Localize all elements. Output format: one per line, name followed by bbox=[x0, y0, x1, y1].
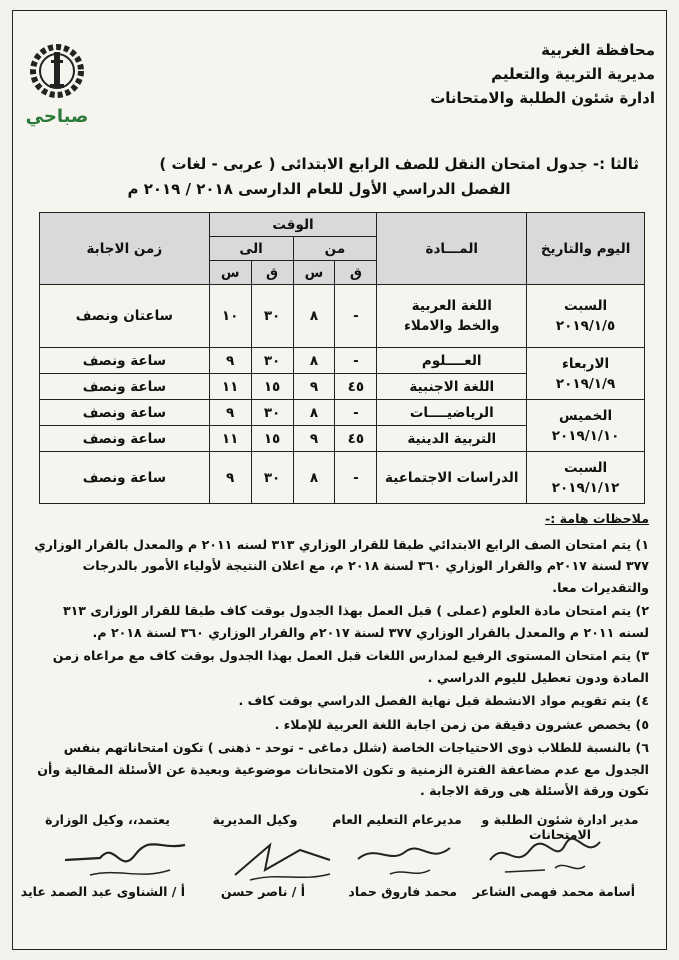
governorate: محافظة الغربية bbox=[541, 41, 655, 59]
header-subject: المـــادة bbox=[377, 213, 527, 285]
date: ٢٠١٩/١/١٠ bbox=[551, 427, 620, 444]
duration: ساعة ونصف bbox=[40, 374, 210, 400]
signature-role: يعتمد،، وكيل الوزارة bbox=[45, 812, 170, 827]
to-minute: ٣٠ bbox=[251, 285, 293, 348]
handwritten-signature-icon bbox=[60, 830, 190, 885]
note-item: ٦) بالنسبة للطلاب ذوى الاحتياجات الخاصة (شلل دماغى - توحد - ذهنى ) تكون امتحاناتهم بنفس الجدول مع عدم مضاعفة الفترة الزمنية و تكون الامتحانات موضوعية وبعيدة عن الأسئلة المقالية وأن تكون ورقة الأسئلة هى ورقة الاجابة . bbox=[37, 740, 649, 798]
table-row bbox=[40, 400, 645, 426]
handwritten-signature-icon bbox=[230, 830, 340, 885]
directorate: مديرية التربية والتعليم bbox=[491, 65, 655, 83]
signature-role: مدير ادارة شئون الطلبة و الامتحانات bbox=[481, 812, 639, 842]
handwritten-signature-icon bbox=[485, 830, 605, 880]
to-minute: ١٥ bbox=[251, 426, 293, 452]
note-item: ٥) يخصص عشرون دقيقة من زمن اجابة اللغة العربية للإملاء . bbox=[274, 716, 649, 732]
document-title bbox=[39, 152, 639, 202]
note-item: ٤) يتم تقويم مواد الانشطة قبل نهاية الفصل الدراسي بوقت كاف . bbox=[238, 693, 649, 708]
signature-block bbox=[195, 812, 315, 899]
from-hour: ٨ bbox=[293, 400, 335, 426]
day: الخميس bbox=[559, 407, 613, 424]
subject: الدراسات الاجتماعية bbox=[377, 452, 527, 504]
to-hour: ١١ bbox=[209, 426, 251, 452]
gear-tower-logo-icon bbox=[26, 40, 88, 102]
date: ٢٠١٩/١/١٢ bbox=[551, 479, 620, 496]
title-line-2: الفصل الدراسي الأول للعام الدارسى ٢٠١٨ / ٢٠١٩ م bbox=[127, 180, 511, 198]
subject: الرياضيــــات bbox=[377, 400, 527, 426]
subject: اللغة العربية bbox=[411, 298, 492, 314]
signature-role: مديرعام التعليم العام bbox=[332, 812, 462, 827]
subject: العــــلوم bbox=[377, 348, 527, 374]
signature-name: محمد فاروق حماد bbox=[348, 884, 457, 899]
table-row bbox=[40, 285, 645, 348]
signature-name: أ / الشناوى عبد الصمد عايد bbox=[20, 884, 185, 899]
to-hour: ١٠ bbox=[209, 285, 251, 348]
from-minute: - bbox=[335, 400, 377, 426]
day: الاربعاء bbox=[562, 355, 610, 372]
day-date-cell bbox=[527, 400, 645, 452]
from-minute: - bbox=[335, 348, 377, 374]
signature-name: أسامة محمد فهمى الشاعر bbox=[472, 884, 635, 899]
header-from: من bbox=[293, 237, 377, 261]
duration: ساعتان ونصف bbox=[40, 285, 210, 348]
day-date-cell bbox=[527, 285, 645, 348]
day: السبت bbox=[563, 459, 608, 476]
header-time: الوقت bbox=[209, 213, 377, 237]
header-to-hour: س bbox=[209, 261, 251, 285]
subject: التربية الدينية bbox=[377, 426, 527, 452]
header-day-date: اليوم والتاريخ bbox=[527, 213, 645, 285]
title-line-1: ثالثا :- جدول امتحان النقل للصف الرابع الابتدائى ( عربى - لغات ) bbox=[159, 155, 639, 173]
duration: ساعة ونصف bbox=[40, 426, 210, 452]
duration: ساعة ونصف bbox=[40, 452, 210, 504]
to-minute: ٣٠ bbox=[251, 348, 293, 374]
subject-line-2: والخط والاملاء bbox=[403, 318, 500, 334]
to-hour: ٩ bbox=[209, 452, 251, 504]
logo bbox=[22, 40, 92, 127]
table-row bbox=[40, 452, 645, 504]
signature-role: وكيل المديرية bbox=[212, 812, 298, 827]
header-from-minute: ق bbox=[335, 261, 377, 285]
to-minute: ١٥ bbox=[251, 374, 293, 400]
notes-section bbox=[34, 508, 649, 804]
from-hour: ٨ bbox=[293, 452, 335, 504]
from-minute: ٤٥ bbox=[335, 426, 377, 452]
to-hour: ٩ bbox=[209, 348, 251, 374]
from-minute: - bbox=[335, 452, 377, 504]
note-item: ٣) يتم امتحان المستوى الرفيع لمدارس اللغات قبل العمل بهذا الجدول بوقت كاف مع مراعاه زمن المادة ودون تعطيل لليوم الدراسي . bbox=[52, 648, 649, 685]
signature-name: أ / ناصر حسن bbox=[220, 884, 305, 899]
duration: ساعة ونصف bbox=[40, 348, 210, 374]
day-date-cell bbox=[527, 452, 645, 504]
exam-schedule-table bbox=[39, 212, 645, 504]
day: السبت bbox=[563, 298, 608, 314]
date: ٢٠١٩/١/٩ bbox=[555, 375, 616, 392]
date: ٢٠١٩/١/٥ bbox=[555, 318, 616, 334]
signature-block bbox=[327, 812, 467, 899]
from-hour: ٩ bbox=[293, 374, 335, 400]
subject-cell bbox=[377, 285, 527, 348]
logo-text: صباحي bbox=[25, 106, 89, 127]
from-hour: ٨ bbox=[293, 348, 335, 374]
handwritten-signature-icon bbox=[350, 834, 460, 882]
header-from-hour: س bbox=[293, 261, 335, 285]
duration: ساعة ونصف bbox=[40, 400, 210, 426]
department: ادارة شئون الطلبة والامتحانات bbox=[430, 89, 655, 107]
notes-heading: ملاحظات هامة :- bbox=[544, 511, 649, 526]
header-duration: زمن الاجابة bbox=[40, 213, 210, 285]
signature-block bbox=[20, 812, 185, 899]
table-row bbox=[40, 348, 645, 374]
note-item: ١) يتم امتحان الصف الرابع الابتدائي طبقا للقرار الوزاري ٣١٣ لسنه ٢٠١١ م والمعدل بالقرار الوزاري ٣٧٧ لسنة ٢٠١٧م والقرار الوزاري ٣٦٠ لسنة ٢٠١٨ م، مع اعلان النتيجة لأولياء الأمور بالدرجات والتقديرات معا. bbox=[34, 536, 649, 595]
header-to-minute: ق bbox=[251, 261, 293, 285]
to-hour: ٩ bbox=[209, 400, 251, 426]
day-date-cell bbox=[527, 348, 645, 400]
letterhead bbox=[430, 38, 655, 110]
to-minute: ٣٠ bbox=[251, 400, 293, 426]
to-minute: ٣٠ bbox=[251, 452, 293, 504]
signatures bbox=[20, 812, 645, 932]
from-hour: ٩ bbox=[293, 426, 335, 452]
subject: اللغة الاجنبية bbox=[377, 374, 527, 400]
from-minute: ٤٥ bbox=[335, 374, 377, 400]
note-item: ٢) يتم امتحان مادة العلوم (عملى ) قبل العمل بهذا الجدول بوقت كاف طبقا للقرار الوزارى ٣١٣ لسنه ٢٠١١ م والمعدل بالقرار الوزاري ٣٧٧ لسنة ٢٠١٧م والقرار الوزاري ٣٦٠ لسنة ٢٠١٨ م. bbox=[62, 603, 649, 640]
to-hour: ١١ bbox=[209, 374, 251, 400]
header-to: الى bbox=[209, 237, 293, 261]
from-minute: - bbox=[335, 285, 377, 348]
from-hour: ٨ bbox=[293, 285, 335, 348]
